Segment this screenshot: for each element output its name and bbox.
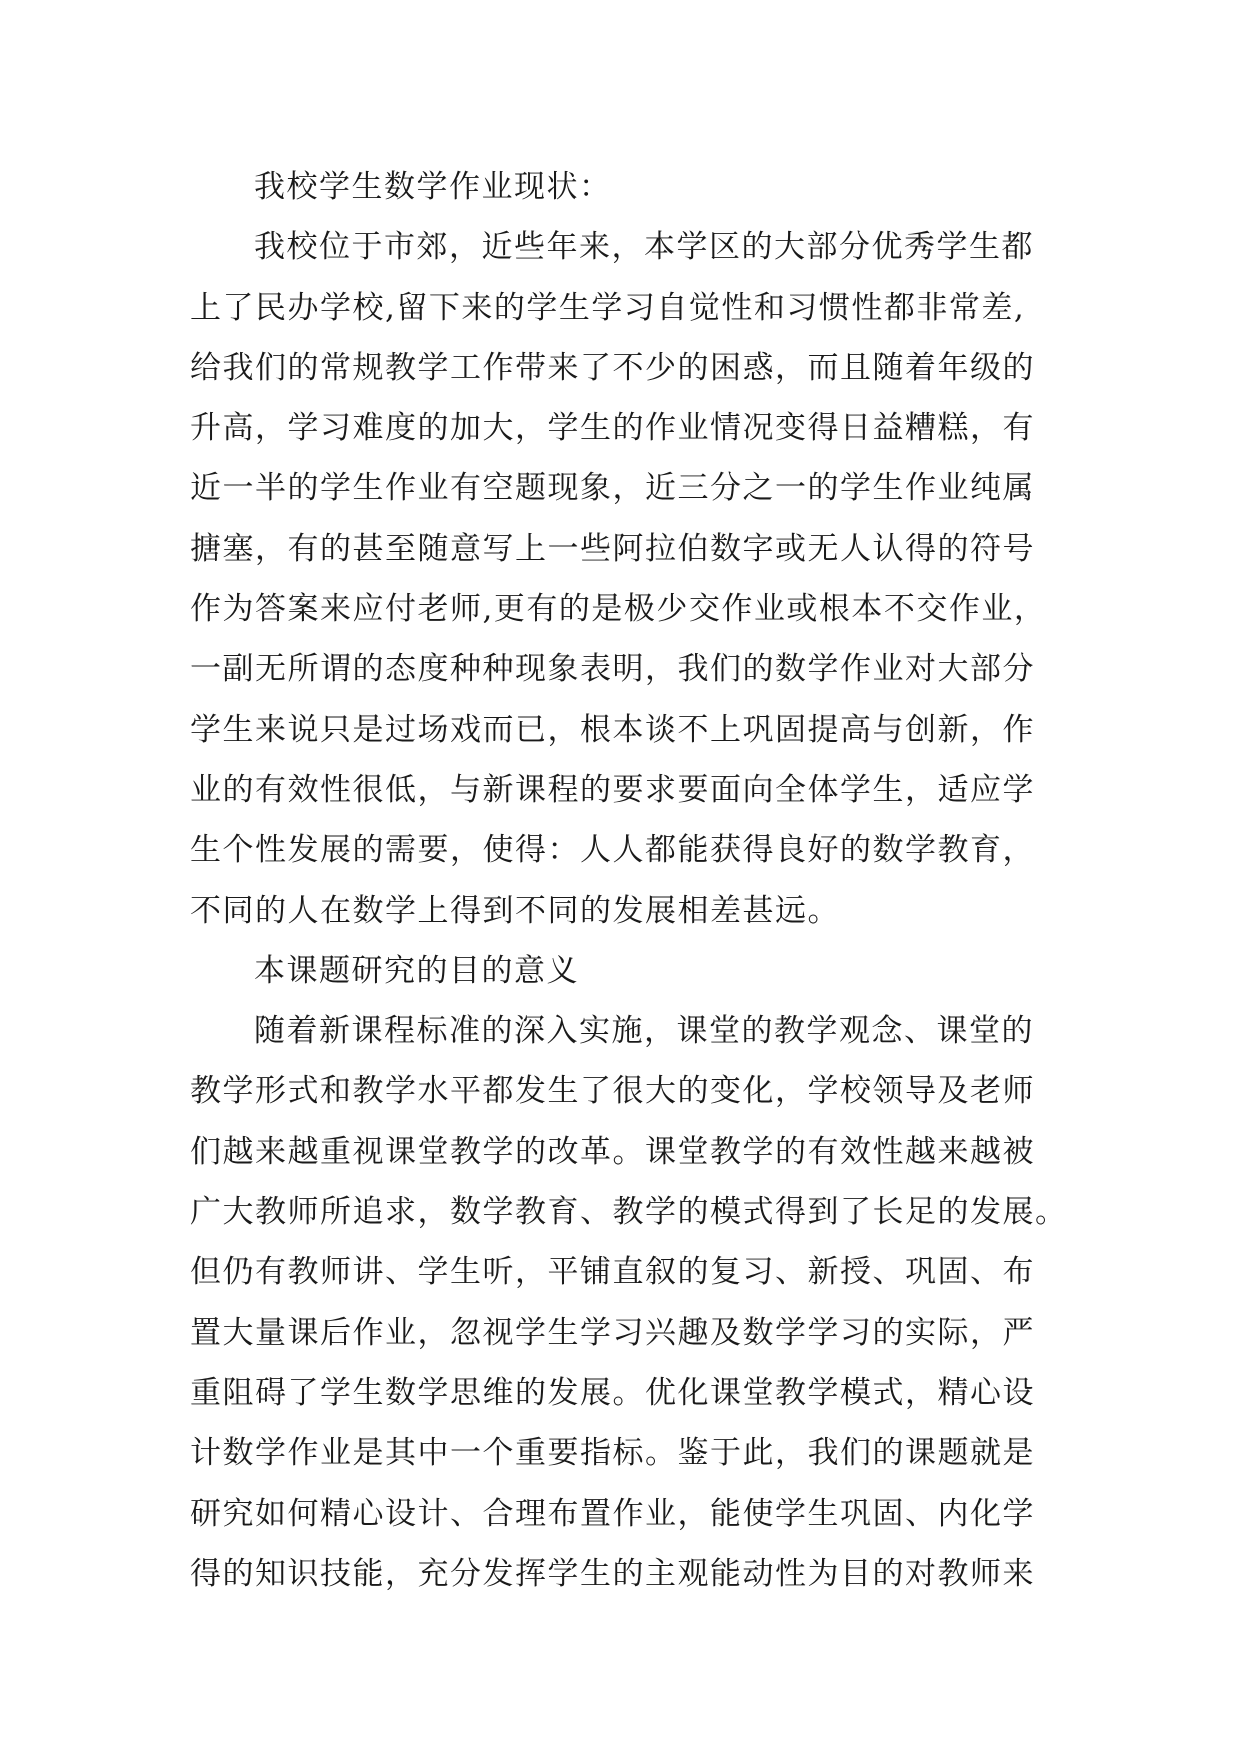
text-line: 但仍有教师讲、学生听，平铺直叙的复习、新授、巩固、布 — [190, 1254, 1035, 1291]
text-line: 广大教师所追求，数学教育、教学的模式得到了长足的发展。 — [190, 1194, 1068, 1231]
text-line: 不同的人在数学上得到不同的发展相差甚远。 — [190, 892, 840, 929]
text-line: 给我们的常规教学工作带来了不少的困惑，而且随着年级的 — [190, 349, 1035, 386]
text-line: 们越来越重视课堂教学的改革。课堂教学的有效性越来越被 — [190, 1133, 1035, 1170]
text-line: 本课题研究的目的意义 — [254, 952, 579, 989]
text-line: 一副无所谓的态度种种现象表明，我们的数学作业对大部分 — [190, 651, 1035, 688]
text-line: 升高，学习难度的加大，学生的作业情况变得日益糟糕，有 — [190, 410, 1035, 447]
text-line: 得的知识技能，充分发挥学生的主观能动性为目的对教师来 — [190, 1555, 1035, 1592]
text-line: 研究如何精心设计、合理布置作业，能使学生巩固、内化学 — [190, 1495, 1035, 1532]
text-line: 上了民办学校,留下来的学生学习自觉性和习惯性都非常差, — [190, 289, 1026, 326]
text-line: 作为答案来应付老师,更有的是极少交作业或根本不交作业， — [190, 591, 1047, 628]
text-line: 业的有效性很低，与新课程的要求要面向全体学生，适应学 — [190, 771, 1035, 808]
text-line: 重阻碍了学生数学思维的发展。优化课堂教学模式，精心设 — [190, 1374, 1035, 1411]
text-line: 生个性发展的需要，使得：人人都能获得良好的数学教育， — [190, 832, 1035, 869]
document-body — [190, 157, 1070, 1604]
text-line: 置大量课后作业，忽视学生学习兴趣及数学学习的实际，严 — [190, 1314, 1035, 1351]
text-line: 近一半的学生作业有空题现象，近三分之一的学生作业纯属 — [190, 470, 1035, 507]
text-line: 我校位于市郊，近些年来，本学区的大部分优秀学生都 — [254, 229, 1034, 266]
text-line: 计数学作业是其中一个重要指标。鉴于此，我们的课题就是 — [190, 1435, 1035, 1472]
text-line: 随着新课程标准的深入实施，课堂的教学观念、课堂的 — [254, 1013, 1034, 1050]
text-line: 教学形式和教学水平都发生了很大的变化，学校领导及老师 — [190, 1073, 1035, 1110]
text-line: 学生来说只是过场戏而已，根本谈不上巩固提高与创新，作 — [190, 711, 1035, 748]
text-line: 我校学生数学作业现状： — [254, 169, 612, 205]
text-line: 搪塞，有的甚至随意写上一些阿拉伯数字或无人认得的符号 — [190, 530, 1035, 567]
